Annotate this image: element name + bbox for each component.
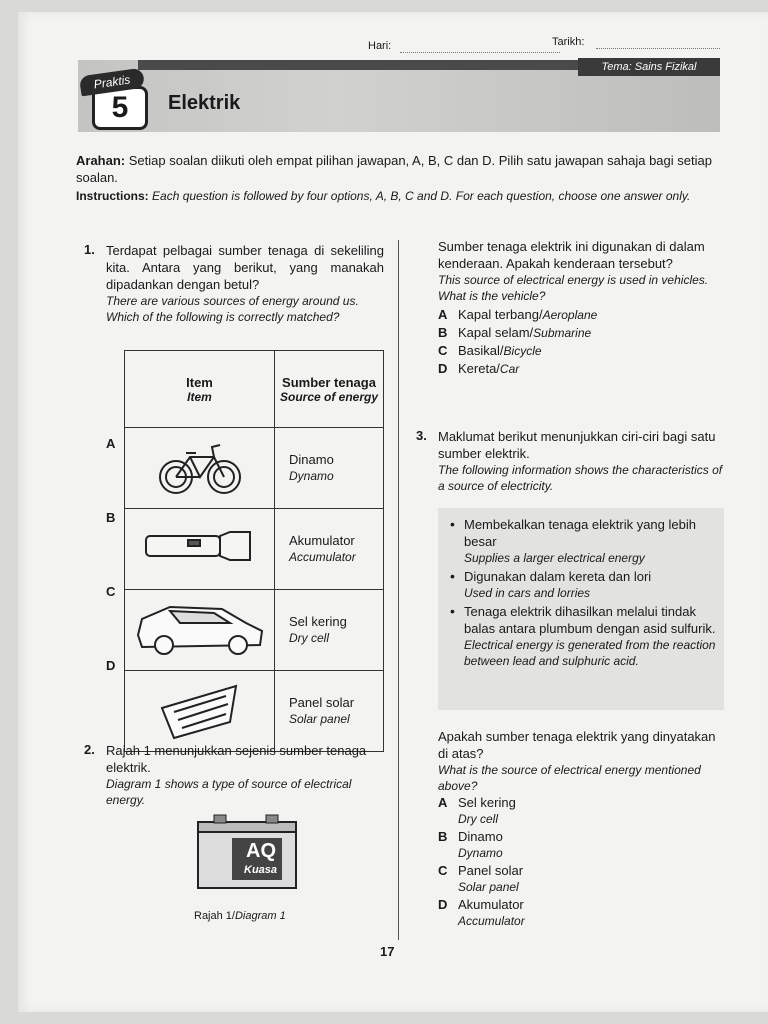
q3-number: 3. [416,428,427,443]
bullet-ms: • Tenaga elektrik dihasilkan melalui tindak balas antara plumbum dengan asid sulfurik. [464,604,716,636]
choice-ms: Kapal selam/ [458,325,534,340]
q1-options-table [124,350,384,752]
list-item [448,516,718,566]
col1-label-en: Item [187,389,212,404]
bullet-ms: • Membekalkan tenaga elektrik yang lebih besar [464,517,696,549]
hari-label: Hari: [368,40,392,52]
arahan-text [76,152,726,186]
option-c-source [275,590,384,671]
diagram-caption [194,910,286,922]
arahan-label: Arahan: [76,153,126,168]
option-b-ms: Akumulator [289,533,355,548]
choice-letter: C [438,863,448,878]
bullet-ms: • Digunakan dalam kereta dan lori [464,569,652,584]
praktis-tag: Praktis [79,68,145,97]
tarikh-label: Tarikh: [552,36,585,48]
col2-label: Sumber tenaga [282,374,376,390]
arahan-body: Setiap soalan diikuti oleh empat pilihan jawapan, A, B, C dan D. Pilih satu jawapan sahaja bagi setiap soalan. [76,153,712,185]
q3-choice-c[interactable] [438,862,726,896]
choice-ms: Kereta/ [458,361,500,376]
q2-choice-b[interactable] [438,324,726,342]
q2-text-ms: Rajah 1 menunjukkan sejenis sumber tenaga elektrik. [106,743,367,775]
option-c-letter: C [106,584,116,599]
bullet-en: Electrical energy is generated from the reaction between lead and sulphuric acid. [464,638,716,668]
option-b-source [275,509,384,590]
bullet-en: Supplies a larger electrical energy [464,551,645,565]
instructions-label: Instructions: [76,189,149,203]
choice-ms: Panel solar [458,863,524,878]
col1-label: Item [186,374,213,390]
question-2-continued [438,238,726,378]
q1-text-en: There are various sources of energy around us. Which of the following is correctly matched? [106,294,359,324]
bicycle-image [125,428,275,509]
praktis-number: 5 [92,86,148,130]
instructions-body: Each question is followed by four options, A, B, C and D. For each question, choose one answer only. [152,189,691,203]
option-a-letter: A [106,436,116,451]
list-item [448,568,718,601]
battery-diagram [194,812,300,897]
choice-letter: D [438,361,448,376]
choice-ms: Kapal terbang/ [458,307,543,322]
choice-letter: D [438,897,448,912]
q2-number: 2. [84,742,95,757]
list-item [448,603,718,669]
bullet-en: Used in cars and lorries [464,586,591,600]
battery-label-2: Kuasa [244,864,278,876]
choice-en: Dynamo [458,846,503,860]
choice-en: Accumulator [458,914,525,928]
option-b-letter: B [106,510,116,525]
choice-letter: C [438,343,448,358]
choice-en: Solar panel [458,880,519,894]
q3-question-en: What is the source of electrical energy mentioned above? [438,763,701,793]
choice-ms: Basikal/ [458,343,504,358]
table-row [125,428,384,509]
question-3 [416,428,726,494]
q3-choice-b[interactable] [438,828,726,862]
q2-choice-a[interactable] [438,306,726,324]
question-1 [84,242,384,325]
worksheet-page [18,12,768,1012]
question-2 [84,742,384,808]
chapter-title: Elektrik [168,92,241,114]
option-a-ms: Dinamo [289,452,334,467]
choice-en: Car [499,362,520,376]
table-row [125,671,384,752]
choice-letter: B [438,829,448,844]
col2-label-en: Source of energy [279,389,379,404]
option-d-letter: D [106,658,116,673]
choice-en: Submarine [533,326,592,340]
q3-text-ms: Maklumat berikut menunjukkan ciri-ciri bagi satu sumber elektrik. [438,429,716,461]
table-row [125,509,384,590]
q2-text-en: Diagram 1 shows a type of source of electrical energy. [106,777,352,807]
page-number: 17 [380,944,395,959]
info-bullets [448,516,718,671]
battery-label-1: AQ [246,840,276,862]
table-header-item [125,351,275,428]
q2-cont-ms: Sumber tenaga elektrik ini digunakan di dalam kenderaan. Apakah kenderaan tersebut? [438,239,705,271]
q1-text-ms: Terdapat pelbagai sumber tenaga di sekeliling kita. Antara yang berikut, yang manakah dipadankan dengan betul? [106,243,384,292]
choice-letter: B [438,325,448,340]
option-c-en: Dry cell [289,631,330,645]
choice-ms: Sel kering [458,795,516,810]
caption-en: Diagram 1 [234,910,286,922]
choice-letter: A [438,795,448,810]
option-a-en: Dynamo [289,469,334,483]
choice-ms: Akumulator [458,897,524,912]
q3-question-ms: Apakah sumber tenaga elektrik yang dinyatakan di atas? [438,729,716,761]
boat-image [125,671,275,752]
choice-en: Dry cell [458,812,499,826]
option-a-source [275,428,384,509]
tema-badge: Tema: Sains Fizikal [578,58,720,76]
table-row [125,590,384,671]
option-d-en: Solar panel [289,712,350,726]
q3-question [438,728,726,930]
hari-field[interactable] [400,40,560,53]
q3-choice-a[interactable] [438,794,726,828]
option-d-source [275,671,384,752]
q3-text-en: The following information shows the characteristics of a source of electricity. [438,463,723,493]
tarikh-field[interactable] [596,36,720,49]
q3-choice-d[interactable] [438,896,726,930]
q2-choice-c[interactable] [438,342,726,360]
flashlight-image [125,509,275,590]
choice-ms: Dinamo [458,829,503,844]
column-divider [398,240,399,940]
table-header-source [275,351,384,428]
q2-cont-en: This source of electrical energy is used in vehicles. What is the vehicle? [438,273,709,303]
option-d-ms: Panel solar [289,695,355,710]
car-image [125,590,275,671]
option-b-en: Accumulator [289,550,356,564]
choice-letter: A [438,307,448,322]
choice-en: Aeroplane [542,308,598,322]
choice-en: Bicycle [503,344,542,358]
q1-number: 1. [84,242,95,257]
option-c-ms: Sel kering [289,614,347,629]
q2-choice-d[interactable] [438,360,726,378]
caption-ms: Rajah 1/ [194,910,235,922]
instructions-text [76,188,726,205]
